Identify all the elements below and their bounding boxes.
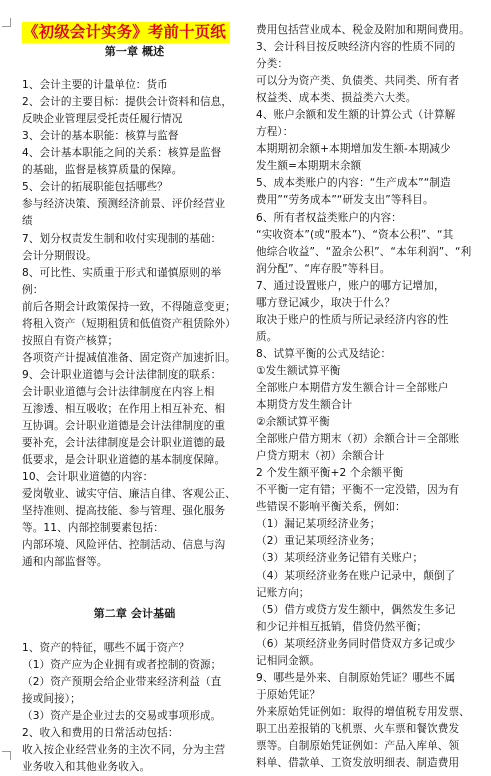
- text-line: 坚持准则、提高技能、参与管理、强化服务: [22, 505, 226, 518]
- text-line: 会计分期假设。: [22, 249, 97, 262]
- text-line: 方程）：: [256, 126, 294, 139]
- spacer: [22, 623, 247, 640]
- text-line: 9、哪些是外来、自制原始凭证？哪些不属: [256, 671, 456, 684]
- text-line: 本期贷方发生额合计: [256, 399, 353, 412]
- text-line: 10、会计职业道德的内容：: [22, 471, 154, 484]
- text-line: ②余额试算平衡: [256, 416, 330, 429]
- text-line: 记相同金额。: [256, 654, 321, 667]
- text-line: 分类：: [256, 58, 289, 71]
- text-line: 爱岗敬业、诚实守信、廉洁自律、客观公正、: [22, 488, 236, 501]
- right-column: [256, 22, 484, 772]
- spacer: [22, 571, 247, 605]
- text-line: （5）借方或贷方发生额中，偶然发生多记: [256, 603, 456, 616]
- text-line: 的基础，监督是核算质量的保障。: [22, 164, 183, 177]
- document-title: 《初级会计实务》考前十页纸: [22, 22, 230, 43]
- text-line: 1、会计主要的计量单位：货币: [22, 79, 168, 92]
- text-line: （6）某项经济业务同时借贷双方多记或少: [256, 637, 456, 650]
- chapter-2-body: [22, 640, 247, 776]
- text-line: （3）资产是企业过去的交易或事项形成。: [22, 709, 222, 722]
- text-line: 反映企业管理层受托责任履行情况: [22, 113, 183, 126]
- text-line: （2）重记某项经济业务；: [256, 535, 381, 548]
- text-line: 全部账户本期借方发生额合计＝全部账户: [256, 381, 449, 394]
- text-line: 哪方登记减少，取决于什么？: [256, 296, 396, 309]
- text-line: 按照自有资产核算；: [22, 334, 119, 347]
- text-line: 内部环境、风险评估、控制活动、信息与沟: [22, 539, 226, 552]
- text-line: 前后各期会计政策保持一致，不得随意变更；: [22, 300, 236, 313]
- text-line: 费用包括营业成本、税金及附加和期间费用。: [256, 24, 470, 36]
- text-line: 业务收入和其他业务收入。: [22, 760, 151, 773]
- text-line: 和少记并相互抵销，借贷仍然平衡；: [256, 620, 428, 633]
- text-line: 权益类、成本类、损益类六大类。: [256, 92, 417, 105]
- text-line: 各项资产计提减值准备、固定资产加速折旧。: [22, 351, 236, 364]
- text-line: 于原始凭证？: [256, 688, 321, 701]
- text-line: 户贷方期末（初）余额合计: [256, 450, 385, 463]
- text-line: 职工出差报销的飞机票、火车票和餐饮费发: [256, 722, 460, 735]
- text-line: 7、划分权责发生制和收付实现制的基础：: [22, 232, 222, 245]
- text-line: 3、会计科目按反映经济内容的性质不同的: [256, 41, 456, 54]
- text-line: 全部账户借方期末（初）余额合计＝全部账: [256, 433, 460, 446]
- text-line: 外来原始凭证例如：取得的增值税专用发票、: [256, 705, 470, 718]
- text-line: 4、会计基本职能之间的关系：核算是监督: [22, 147, 222, 160]
- text-line: 收入按企业经营业务的主次不同，分为主营: [22, 743, 226, 756]
- text-line: 4、账户余额和发生额的计算公式（计算解: [256, 109, 456, 122]
- text-line: 要补充，会计法律制度是会计职业道德的最: [22, 437, 226, 450]
- text-line: （1）漏记某项经济业务；: [256, 518, 381, 531]
- left-column: [22, 22, 247, 776]
- text-line: 2 个发生额平衡+2 个余额平衡: [256, 467, 404, 480]
- text-line: 费用”“劳务成本”“研发支出”等科目。: [256, 194, 434, 207]
- text-line: 本期期初余额+本期增加发生额-本期减少: [256, 143, 451, 156]
- text-line: 5、会计的拓展职能包括哪些？: [22, 181, 168, 194]
- text-line: 通和内部监督等。: [22, 556, 108, 569]
- text-line: 可以分为资产类、负债类、共同类、所有者: [256, 75, 460, 88]
- text-line: 发生额=本期期末余额: [256, 160, 362, 173]
- crop-mark-bottom-left: [2, 751, 11, 760]
- text-line: 参与经济决策、预测经济前景、评价经营业: [22, 198, 226, 211]
- text-line: 例：: [22, 283, 44, 296]
- chapter-1-body: [22, 77, 247, 571]
- text-line: 5、成本类账户的内容：“生产成本”“制造: [256, 177, 451, 190]
- text-line: 将租入资产（短期租赁和低值资产租赁除外）: [22, 317, 236, 330]
- chapter-2-title: 第二章 会计基础: [93, 607, 176, 621]
- spacer: [22, 60, 247, 77]
- text-line: 等。11、内部控制要素包括：: [22, 522, 165, 535]
- title-row: [22, 22, 247, 43]
- text-line: “实收资本”(或“股本”)、“资本公积”、“其: [256, 228, 454, 241]
- text-line: 接或间接）；: [22, 692, 81, 705]
- text-line: 料单、借款单、工资发放明细表、制造费用: [256, 757, 460, 770]
- text-line: （3）某项经济业务记错有关账户；: [256, 552, 424, 565]
- text-line: 7、通过设置账户，账户的哪方记增加，: [256, 279, 445, 292]
- text-line: 9、会计职业道德与会计法律制度的联系：: [22, 368, 222, 381]
- text-line: 质。: [256, 330, 278, 343]
- text-line: 2、收入和费用的日常活动包括：: [22, 726, 179, 739]
- text-line: 3、会计的基本职能：核算与监督: [22, 130, 179, 143]
- text-line: 互渗透、相互吸收；在作用上相互补充、相: [22, 402, 226, 415]
- text-line: 绩: [22, 215, 33, 228]
- text-line: 润分配”、“库存股”等科目。: [256, 262, 391, 275]
- text-line: （1）资产应为企业拥有或者控制的资源；: [22, 658, 222, 671]
- text-line: 2、会计的主要目标：提供会计资料和信息，: [22, 96, 233, 109]
- text-line: 1、资产的特征，哪些不属于资产？: [22, 641, 190, 654]
- crop-mark-top-left: [2, 18, 11, 27]
- text-line: （4）某项经济业务在账户记录中，颠倒了: [256, 569, 456, 582]
- text-line: 记账方向；: [256, 586, 310, 599]
- text-line: 6、所有者权益类账户的内容：: [256, 211, 402, 224]
- chapter-1-title: 第一章 概述: [104, 45, 165, 59]
- text-line: （2）资产预期会给企业带来经济利益（直: [22, 675, 222, 688]
- text-line: 会计职业道德与会计法律制度在内容上相: [22, 385, 215, 398]
- text-line: 些错误不影响平衡关系，例如：: [256, 501, 406, 514]
- text-line: 票等。自制原始凭证例如：产品入库单、领: [256, 739, 460, 752]
- text-line: 不平衡一定有错；平衡不一定没错，因为有: [256, 484, 460, 497]
- text-line: 8、试算平衡的公式及结论：: [256, 347, 392, 360]
- text-line: 取决于账户的性质与所记录经济内容的性: [256, 313, 449, 326]
- text-line: 他综合收益”、“盈余公积”、“本年利润”、“利: [256, 245, 472, 258]
- text-line: 低要求，是会计职业道德的基本制度保障。: [22, 454, 226, 467]
- text-line: 8、可比性、实质重于形式和谨慎原则的举: [22, 266, 222, 279]
- text-line: ①发生额试算平衡: [256, 364, 341, 377]
- text-line: 互协调。会计职业道德是会计法律制度的重: [22, 420, 226, 433]
